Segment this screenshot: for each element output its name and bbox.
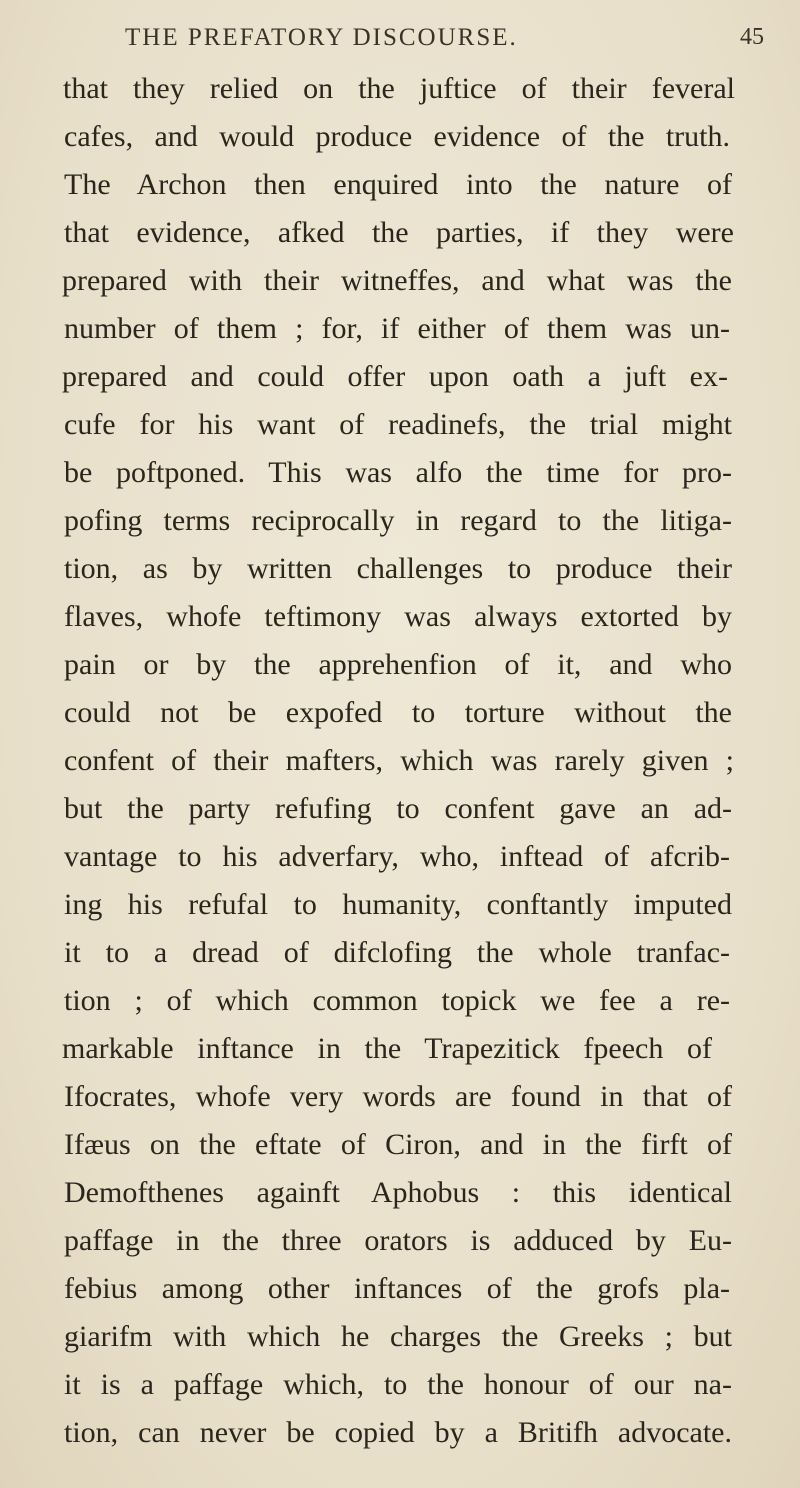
page-number: 45 [740,24,764,50]
text-line-19: it to a dread of difclofing the whole tranfac- [64,936,730,969]
text-line-18: ing his refufal to humanity, conftantly imputed [64,888,732,921]
text-line-25: paffage in the three orators is adduced by Eu- [64,1224,732,1257]
running-title: THE PREFATORY DISCOURSE. [125,24,518,51]
text-line-13: pain or by the apprehenfion of it, and who [64,648,732,681]
text-line-11: tion, as by written challenges to produce their [64,552,732,585]
text-line-5: prepared with their witneffes, and what was the [62,264,732,297]
text-line-8: cufe for his want of readinefs, the trial might [64,408,732,441]
text-line-14: could not be expofed to torture without the [64,696,732,729]
text-line-9: be poftponed. This was alfo the time for pro- [64,456,732,489]
text-line-22: Ifocrates, whofe very words are found in that of [64,1080,732,1113]
text-line-28: it is a paffage which, to the honour of our na- [64,1368,732,1401]
text-line-10: pofing terms reciprocally in regard to the litiga- [64,504,732,537]
text-line-24: Demofthenes againft Aphobus : this identical [64,1176,732,1209]
text-line-15: confent of their mafters, which was rarely given ; [64,744,734,777]
text-line-7: prepared and could offer upon oath a juft ex- [62,360,728,393]
text-line-23: Ifæus on the eftate of Ciron, and in the firft of [64,1128,732,1161]
text-line-6: number of them ; for, if either of them was un- [64,312,730,345]
text-line-17: vantage to his adverfary, who, inftead of afcrib- [64,840,730,873]
text-line-26: febius among other inftances of the grofs pla- [64,1272,730,1305]
text-line-20: tion ; of which common topick we fee a re- [64,984,730,1017]
text-line-29: tion, can never be copied by a Britifh advocate. [64,1416,732,1449]
text-line-1: that they relied on the juftice of their feveral [63,72,735,105]
text-line-4: that evidence, afked the parties, if they were [64,216,734,249]
text-line-27: giarifm with which he charges the Greeks ; but [64,1320,732,1353]
text-line-16: but the party refufing to confent gave an ad- [64,792,732,825]
text-line-21: markable inftance in the Trapezitick fpeech of [62,1032,712,1065]
running-head [0,24,800,64]
text-line-12: flaves, whofe teftimony was always extorted by [64,600,732,633]
text-line-2: cafes, and would produce evidence of the truth. [64,120,730,153]
text-line-3: The Archon then enquired into the nature of [64,168,732,201]
